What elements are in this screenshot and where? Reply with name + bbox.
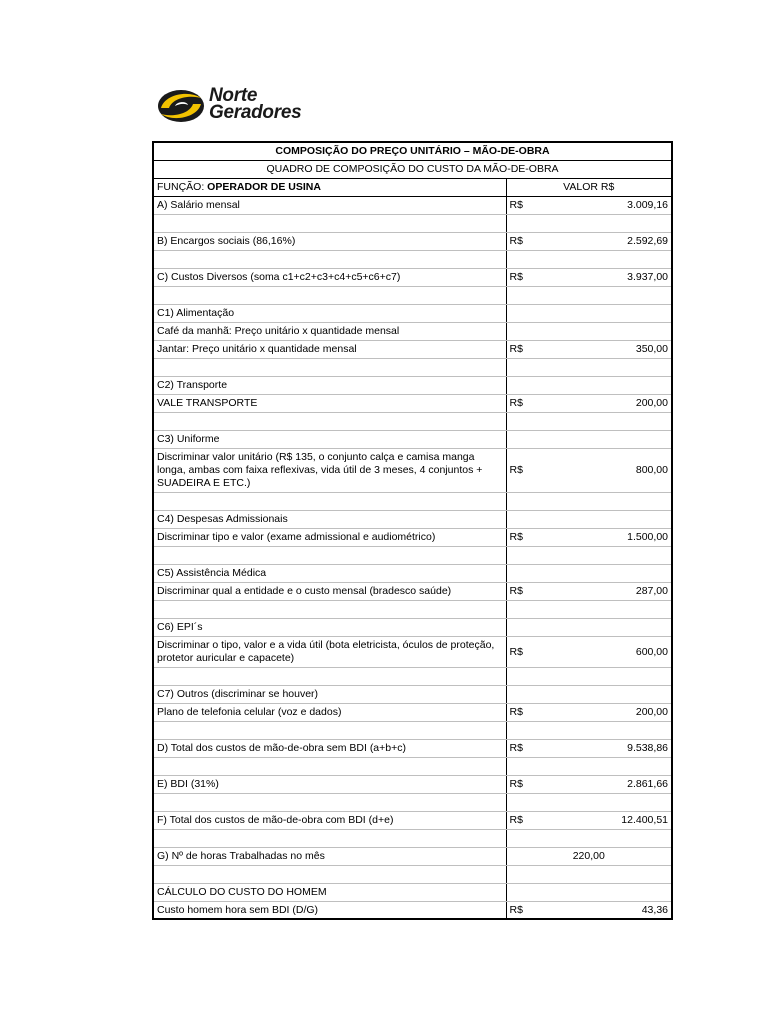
row-value-cell [506, 829, 672, 847]
currency-symbol: R$ [509, 645, 523, 658]
row-label: Jantar: Preço unitário x quantidade mensal [153, 340, 506, 358]
table-row [153, 829, 672, 847]
row-label: F) Total dos custos de mão-de-obra com BDI (d+e) [153, 811, 506, 829]
row-label [153, 667, 506, 685]
currency-symbol: R$ [509, 814, 523, 826]
function-row [153, 178, 672, 196]
row-value-cell [506, 901, 672, 919]
row-value-cell [506, 546, 672, 564]
table-row [153, 492, 672, 510]
table-row [153, 232, 672, 250]
row-label [153, 358, 506, 376]
row-label: C) Custos Diversos (soma c1+c2+c3+c4+c5+c6+c7) [153, 268, 506, 286]
table-subtitle: QUADRO DE COMPOSIÇÃO DO CUSTO DA MÃO-DE-OBRA [153, 160, 672, 178]
row-value-cell [506, 564, 672, 582]
table-row [153, 412, 672, 430]
row-amount: 287,00 [635, 585, 668, 597]
currency-symbol: R$ [509, 585, 523, 597]
currency-symbol: R$ [509, 903, 523, 916]
company-logo [157, 86, 367, 126]
table-title: COMPOSIÇÃO DO PREÇO UNITÁRIO – MÃO-DE-OBRA [153, 142, 672, 160]
row-label [153, 721, 506, 739]
row-label [153, 546, 506, 564]
row-value-cell [506, 340, 672, 358]
row-label: D) Total dos custos de mão-de-obra sem BDI (a+b+c) [153, 739, 506, 757]
row-label: G) Nº de horas Trabalhadas no mês [153, 847, 506, 865]
row-value-cell: 220,00 [506, 847, 672, 865]
row-label [153, 412, 506, 430]
row-value-cell [506, 358, 672, 376]
row-value-cell [506, 600, 672, 618]
row-amount: 12.400,51 [621, 814, 668, 826]
table-row [153, 721, 672, 739]
row-value-cell [506, 528, 672, 546]
row-amount: 350,00 [635, 343, 668, 355]
row-label [153, 214, 506, 232]
table-row [153, 757, 672, 775]
row-label [153, 286, 506, 304]
currency-symbol: R$ [509, 397, 523, 409]
row-amount: 9.538,86 [627, 742, 668, 754]
function-cell [153, 178, 506, 196]
row-value-cell [506, 232, 672, 250]
row-label [153, 829, 506, 847]
table-row [153, 376, 672, 394]
table-title-row [153, 142, 672, 160]
table-row [153, 775, 672, 793]
table-row [153, 667, 672, 685]
logo-text [209, 87, 301, 121]
row-value-cell [506, 667, 672, 685]
table-row [153, 394, 672, 412]
row-label: C2) Transporte [153, 376, 506, 394]
currency-symbol: R$ [509, 531, 523, 543]
row-value-cell [506, 376, 672, 394]
row-value-cell [506, 250, 672, 268]
row-label: Discriminar tipo e valor (exame admissional e audiométrico) [153, 528, 506, 546]
row-value-cell [506, 703, 672, 721]
row-label: Plano de telefonia celular (voz e dados) [153, 703, 506, 721]
table-row [153, 685, 672, 703]
table-row [153, 546, 672, 564]
function-label: FUNÇÃO: [157, 181, 205, 193]
row-label: C5) Assistência Médica [153, 564, 506, 582]
row-amount: 200,00 [635, 397, 668, 409]
table-row [153, 304, 672, 322]
row-amount: 200,00 [635, 706, 668, 718]
row-amount: 3.937,00 [627, 271, 668, 283]
row-value-cell [506, 448, 672, 492]
row-value-cell [506, 582, 672, 600]
table-row [153, 250, 672, 268]
row-value-cell [506, 322, 672, 340]
currency-symbol: R$ [509, 464, 523, 476]
row-value-cell [506, 811, 672, 829]
row-amount: 1.500,00 [627, 531, 668, 543]
table-row [153, 793, 672, 811]
row-label: C6) EPI´s [153, 618, 506, 636]
row-label [153, 793, 506, 811]
currency-symbol: R$ [509, 199, 523, 211]
row-amount: 2.592,69 [627, 235, 668, 247]
row-value-cell [506, 214, 672, 232]
logo-line-2: Geradores [209, 102, 302, 123]
row-label: A) Salário mensal [153, 196, 506, 214]
table-row [153, 340, 672, 358]
logo-line-1: Norte [209, 85, 258, 106]
row-label [153, 865, 506, 883]
row-label: Discriminar o tipo, valor e a vida útil (bota eletricista, óculos de proteção, protetor auricular e capacete) [153, 636, 506, 667]
row-label: Custo homem hora sem BDI (D/G) [153, 901, 506, 919]
row-label: VALE TRANSPORTE [153, 394, 506, 412]
table-row [153, 322, 672, 340]
table-row [153, 430, 672, 448]
row-amount: 43,36 [641, 903, 668, 916]
table-row [153, 600, 672, 618]
row-label: CÁLCULO DO CUSTO DO HOMEM [153, 883, 506, 901]
row-value-cell [506, 775, 672, 793]
table-row [153, 564, 672, 582]
cost-composition-table [152, 141, 673, 920]
row-label: Discriminar valor unitário (R$ 135, o conjunto calça e camisa manga longa, ambas com faixa reflexivas, vida útil de 3 meses, 4 conjuntos + SUADEIRA E ETC.) [153, 448, 506, 492]
row-value-cell [506, 510, 672, 528]
row-value-cell [506, 618, 672, 636]
row-amount: 600,00 [635, 645, 668, 658]
table-row [153, 865, 672, 883]
row-label: C1) Alimentação [153, 304, 506, 322]
row-value-cell [506, 793, 672, 811]
row-amount: 800,00 [635, 464, 668, 476]
row-label [153, 250, 506, 268]
table-row [153, 811, 672, 829]
row-value-cell [506, 430, 672, 448]
value-column-header: VALOR R$ [506, 178, 672, 196]
currency-symbol: R$ [509, 343, 523, 355]
row-value-cell [506, 196, 672, 214]
row-value-cell [506, 286, 672, 304]
row-value-cell [506, 304, 672, 322]
row-label [153, 492, 506, 510]
table-row [153, 510, 672, 528]
table-row [153, 582, 672, 600]
table-row [153, 268, 672, 286]
table-row [153, 196, 672, 214]
row-value-cell [506, 757, 672, 775]
currency-symbol: R$ [509, 742, 523, 754]
table-row [153, 636, 672, 667]
row-value-cell [506, 685, 672, 703]
table-row [153, 847, 672, 865]
table-row [153, 358, 672, 376]
row-value-cell [506, 268, 672, 286]
row-value-cell [506, 636, 672, 667]
currency-symbol: R$ [509, 271, 523, 283]
currency-symbol: R$ [509, 778, 523, 790]
row-amount: 2.861,66 [627, 778, 668, 790]
table-row [153, 214, 672, 232]
currency-symbol: R$ [509, 235, 523, 247]
table-row [153, 528, 672, 546]
logo-swirl-icon [157, 86, 207, 126]
row-value-cell [506, 883, 672, 901]
row-label: Discriminar qual a entidade e o custo mensal (bradesco saúde) [153, 582, 506, 600]
table-row [153, 286, 672, 304]
currency-symbol: R$ [509, 706, 523, 718]
row-label [153, 757, 506, 775]
row-label: C4) Despesas Admissionais [153, 510, 506, 528]
table-row [153, 901, 672, 919]
row-value-cell [506, 492, 672, 510]
row-label: C3) Uniforme [153, 430, 506, 448]
function-value: OPERADOR DE USINA [207, 181, 321, 193]
table-row [153, 739, 672, 757]
table-subtitle-row [153, 160, 672, 178]
row-value-cell [506, 721, 672, 739]
row-label: E) BDI (31%) [153, 775, 506, 793]
row-value-cell [506, 739, 672, 757]
row-amount: 3.009,16 [627, 199, 668, 211]
row-label: B) Encargos sociais (86,16%) [153, 232, 506, 250]
row-value-cell [506, 412, 672, 430]
table-row [153, 448, 672, 492]
table-row [153, 618, 672, 636]
row-label: C7) Outros (discriminar se houver) [153, 685, 506, 703]
row-value-cell [506, 394, 672, 412]
table-row [153, 883, 672, 901]
row-label: Café da manhã: Preço unitário x quantidade mensal [153, 322, 506, 340]
table-row [153, 703, 672, 721]
row-label [153, 600, 506, 618]
row-value-cell [506, 865, 672, 883]
